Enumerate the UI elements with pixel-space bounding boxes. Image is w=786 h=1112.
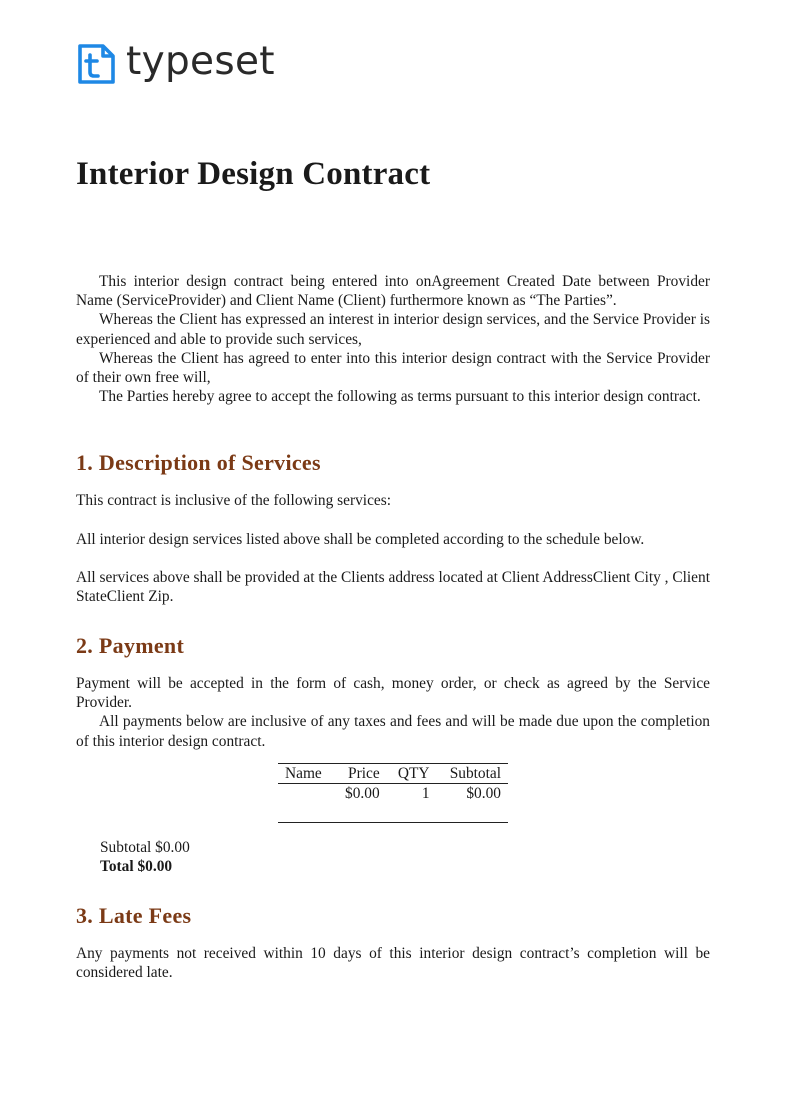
column-header-qty: QTY (387, 764, 437, 784)
document-title: Interior Design Contract (76, 156, 431, 192)
section-heading-services: 1. Description of Services (76, 450, 321, 475)
intro-paragraph-3: Whereas the Client has agreed to enter into this interior design contract with the Service Provider of their own free will, (76, 349, 710, 387)
services-text-3: All services above shall be provided at the Clients address located at Client AddressClient City , Client StateClient Zip. (76, 569, 710, 606)
services-text-2: All interior design services listed above shall be completed according to the schedule below. (76, 531, 645, 548)
column-header-price: Price (333, 764, 386, 784)
typeset-logo (76, 38, 275, 90)
payment-text-1: Payment will be accepted in the form of cash, money order, or check as agreed by the Service Provider. (76, 675, 710, 712)
column-header-subtotal: Subtotal (437, 764, 508, 784)
table-row (278, 784, 508, 804)
table-header-row (278, 764, 508, 784)
cell-name (278, 784, 333, 804)
intro-paragraph-4: The Parties hereby agree to accept the following as terms pursuant to this interior design contract. (99, 388, 701, 406)
totals-block (100, 838, 190, 876)
section-heading-late-fees: 3. Late Fees (76, 903, 192, 928)
payment-text-2: All payments below are inclusive of any taxes and fees and will be made due upon the completion of this interior design contract. (76, 713, 710, 750)
subtotal-line: Subtotal $0.00 (100, 839, 190, 856)
services-paragraph-2 (76, 530, 710, 549)
intro-block (76, 272, 710, 406)
table-bottom-rule (278, 822, 508, 823)
services-paragraph-1 (76, 491, 710, 510)
intro-paragraph-2: Whereas the Client has expressed an interest in interior design services, and the Service Provider is experienced and able to provide such services, (76, 311, 710, 348)
cell-price: $0.00 (345, 784, 380, 802)
payment-items-table (278, 763, 508, 803)
logo-wordmark: typeset (126, 38, 275, 84)
column-header-name: Name (278, 764, 333, 784)
typeset-logo-icon (76, 42, 118, 86)
total-line: Total $0.00 (100, 858, 173, 876)
intro-paragraph-1: This interior design contract being entered into onAgreement Created Date between Provider Name (ServiceProvider) and Client Name (Client) furthermore known as “The Parties”. (76, 273, 710, 310)
cell-subtotal: $0.00 (466, 784, 501, 802)
payment-block (76, 674, 710, 751)
services-paragraph-3 (76, 568, 710, 606)
late-fees-block (76, 944, 710, 982)
section-heading-payment: 2. Payment (76, 633, 185, 658)
late-fees-text: Any payments not received within 10 days of this interior design contract’s completion will be considered late. (76, 945, 710, 982)
services-text-1: This contract is inclusive of the following services: (76, 492, 392, 509)
cell-qty: 1 (421, 784, 430, 802)
